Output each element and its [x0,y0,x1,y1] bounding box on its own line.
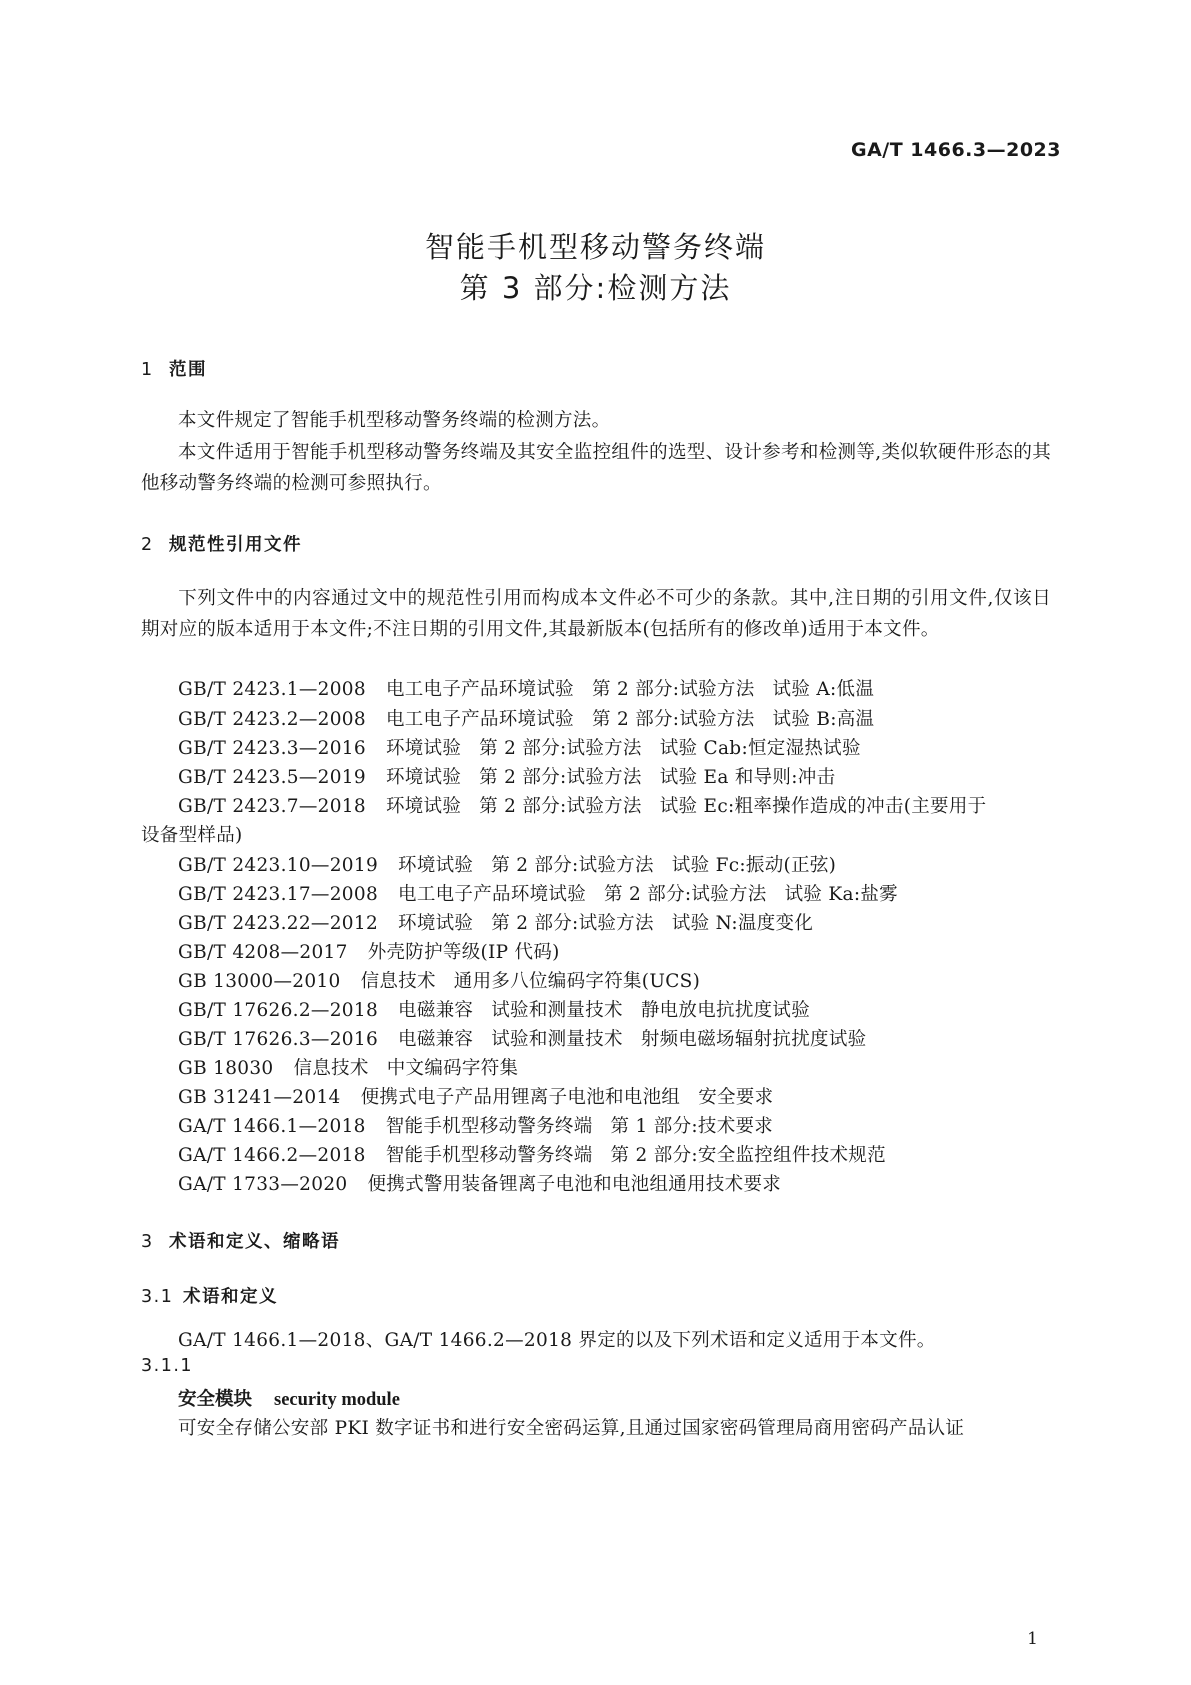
section-number: 3 [141,1232,154,1252]
reference-item: GB/T 2423.2—2008 电工电子产品环境试验 第 2 部分:试验方法 试验 B:高温 [178,709,875,730]
term-definition: 可安全存储公安部 PKI 数字证书和进行安全密码运算,且通过国家密码管理局商用密码产品认证 [178,1418,965,1439]
reference-item: GA/T 1466.2—2018 智能手机型移动警务终端 第 2 部分:安全监控组件技术规范 [178,1145,886,1166]
reference-item: GB/T 4208—2017 外壳防护等级(IP 代码) [178,942,560,963]
reference-item: GA/T 1733—2020 便携式警用装备锂离子电池和电池组通用技术要求 [178,1174,782,1195]
reference-item: GB/T 17626.3—2016 电磁兼容 试验和测量技术 射频电磁场辐射抗扰度试验 [178,1029,867,1050]
reference-item: GB 18030 信息技术 中文编码字符集 [178,1058,519,1079]
reference-item-continuation: 设备型样品) [141,825,243,846]
term-title [178,1385,400,1411]
section-1-para-1: 本文件规定了智能手机型移动警务终端的检测方法。 [178,410,611,431]
section-number: 1 [141,360,154,380]
section-3-1-intro: GA/T 1466.1—2018、GA/T 1466.2—2018 界定的以及下列术语和定义适用于本文件。 [178,1330,936,1351]
section-title: 规范性引用文件 [169,535,302,555]
section-1-heading [141,356,207,381]
document-title: 智能手机型移动警务终端 [424,230,766,264]
page-number: 1 [1027,1629,1038,1649]
section-title: 范围 [169,360,207,380]
reference-item: GB/T 2423.10—2019 环境试验 第 2 部分:试验方法 试验 Fc:振动(正弦) [178,855,837,876]
section-3-heading [141,1228,340,1253]
document-subtitle: 第 3 部分:检测方法 [459,271,732,305]
reference-item: GB 13000—2010 信息技术 通用多八位编码字符集(UCS) [178,971,701,992]
reference-item: GB/T 17626.2—2018 电磁兼容 试验和测量技术 静电放电抗扰度试验 [178,1000,811,1021]
reference-item: GB/T 2423.22—2012 环境试验 第 2 部分:试验方法 试验 N:温度变化 [178,913,814,934]
term-number: 3.1.1 [141,1356,194,1376]
reference-item: GB/T 2423.7—2018 环境试验 第 2 部分:试验方法 试验 Ec:粗率操作造成的冲击(主要用于 [178,796,987,817]
reference-item: GB/T 2423.5—2019 环境试验 第 2 部分:试验方法 试验 Ea 和导则:冲击 [178,767,836,788]
standard-code: GA/T 1466.3—2023 [850,139,1061,161]
term-en: security module [274,1390,400,1410]
reference-item: GB/T 2423.1—2008 电工电子产品环境试验 第 2 部分:试验方法 试验 A:低温 [178,679,875,700]
section-1-para-2: 本文件适用于智能手机型移动警务终端及其安全监控组件的选型、设计参考和检测等,类似软硬件形态的其他移动警务终端的检测可参照执行。 [141,442,1051,494]
section-number: 2 [141,535,154,555]
reference-item: GB/T 2423.17—2008 电工电子产品环境试验 第 2 部分:试验方法 试验 Ka:盐雾 [178,884,898,905]
reference-item: GB 31241—2014 便携式电子产品用锂离子电池和电池组 安全要求 [178,1087,774,1108]
reference-item: GA/T 1466.1—2018 智能手机型移动警务终端 第 1 部分:技术要求 [178,1116,774,1137]
section-2-intro: 下列文件中的内容通过文中的规范性引用而构成本文件必不可少的条款。其中,注日期的引用文件,仅该日期对应的版本适用于本文件;不注日期的引用文件,其最新版本(包括所有的修改单)适用于本文件。 [141,588,1051,640]
term-zh: 安全模块 [178,1389,253,1410]
section-title: 术语和定义、缩略语 [169,1232,340,1252]
section-3-1-heading [141,1283,278,1308]
reference-item: GB/T 2423.3—2016 环境试验 第 2 部分:试验方法 试验 Cab:恒定湿热试验 [178,738,861,759]
section-number: 3.1 [141,1287,174,1307]
section-title: 术语和定义 [183,1287,278,1307]
section-2-heading [141,531,302,556]
